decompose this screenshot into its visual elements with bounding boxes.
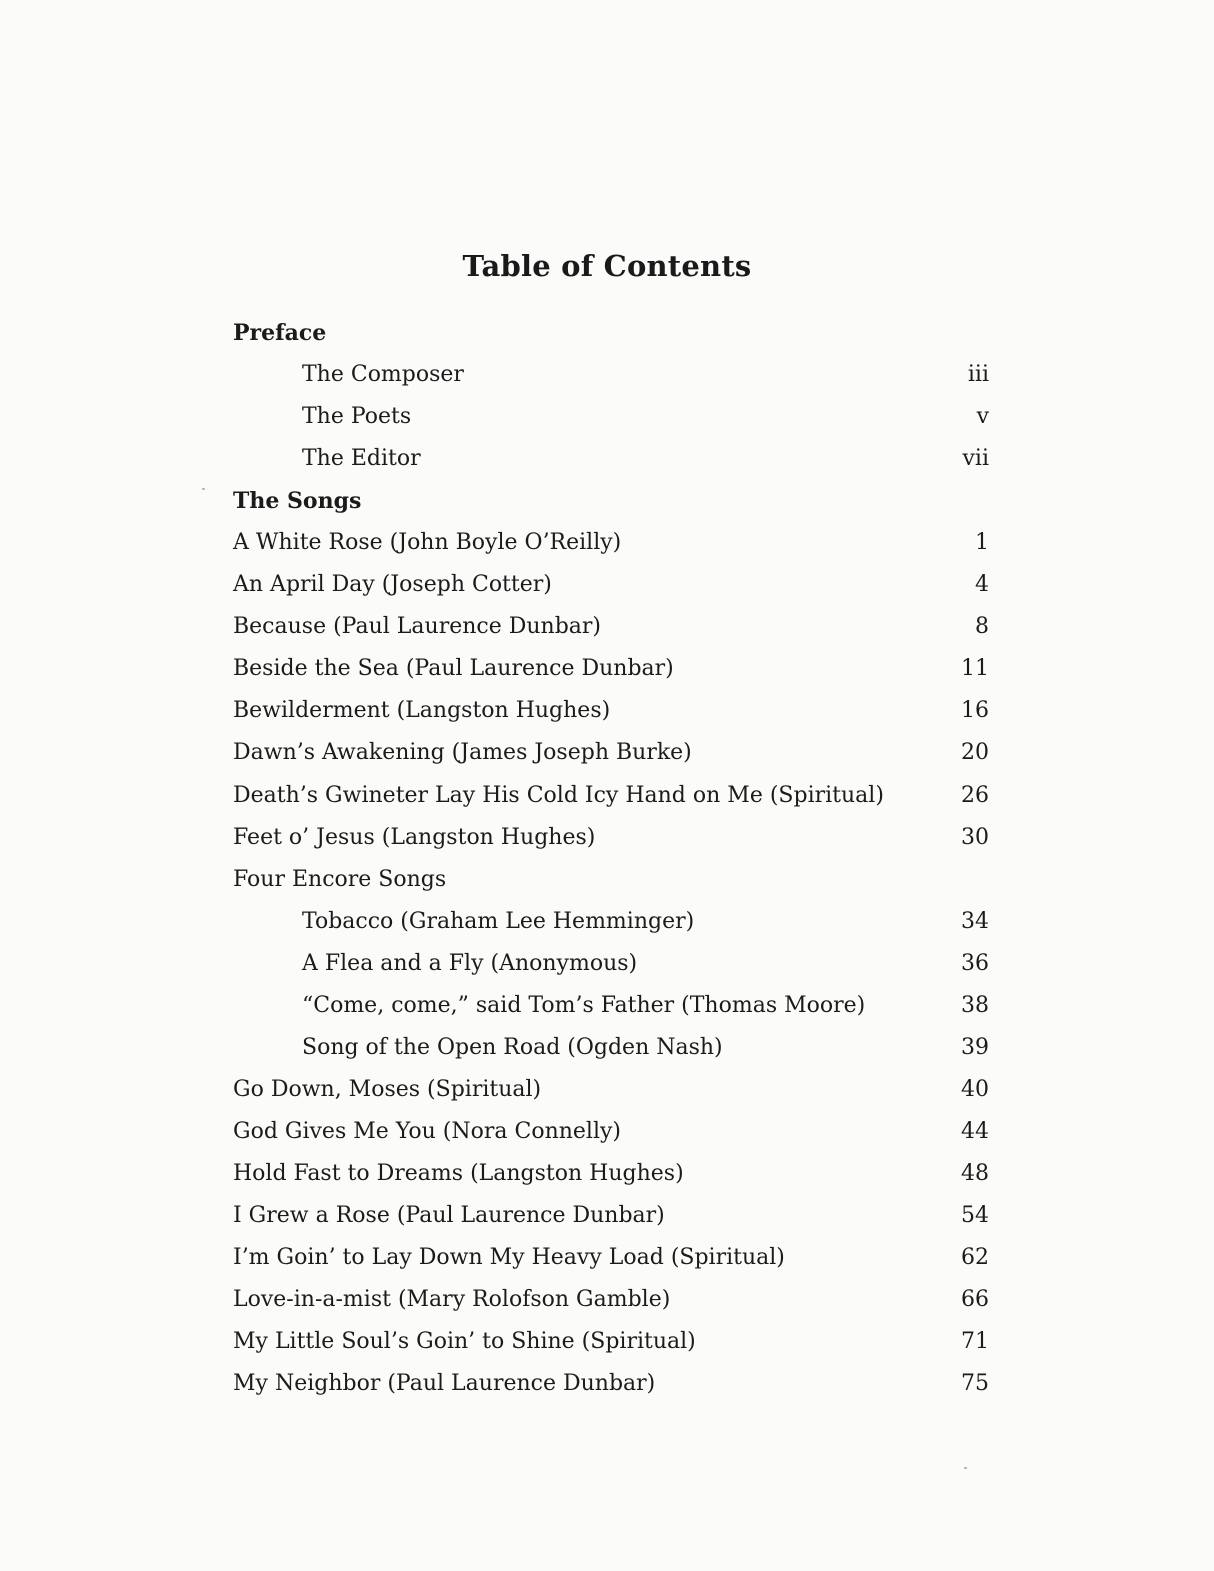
- toc-page-number: 40: [961, 1076, 989, 1102]
- toc-page-number: 1: [975, 530, 989, 556]
- toc-page-number: 4: [975, 572, 989, 598]
- toc-entry-title: Feet o’ Jesus (Langston Hughes): [233, 824, 596, 850]
- toc-entry-title: The Songs: [233, 488, 362, 515]
- toc-entry-title: Hold Fast to Dreams (Langston Hughes): [233, 1160, 684, 1186]
- toc-entry: [233, 690, 989, 732]
- toc-page-number: 66: [961, 1287, 989, 1313]
- toc-page-number: iii: [967, 362, 989, 388]
- toc-page-number: 62: [961, 1245, 989, 1271]
- toc-entry-title: A White Rose (John Boyle O’Reilly): [233, 530, 622, 556]
- toc-page-number: v: [976, 404, 989, 430]
- toc-entry: [233, 901, 989, 943]
- toc-entry: [233, 1237, 989, 1279]
- toc-entry: [233, 564, 989, 606]
- toc-entry: [233, 1363, 989, 1405]
- toc-page-number: 30: [961, 824, 989, 850]
- toc-page-number: 44: [961, 1118, 989, 1144]
- toc-entry-title: Death’s Gwineter Lay His Cold Icy Hand on Me (Spiritual): [233, 782, 884, 808]
- toc-entry: [233, 1321, 989, 1363]
- toc-page-number: 71: [961, 1329, 989, 1355]
- toc-entry-title: The Composer: [302, 362, 464, 388]
- toc-entry-title: My Little Soul’s Goin’ to Shine (Spiritual): [233, 1329, 696, 1355]
- toc-entry: [233, 648, 989, 690]
- toc-entry: [233, 354, 989, 396]
- toc-entry: [233, 943, 989, 985]
- toc-entry-title: Preface: [233, 320, 327, 346]
- toc-entry: [233, 1195, 989, 1237]
- table-of-contents: [233, 312, 989, 1405]
- toc-entry: [233, 438, 989, 480]
- toc-page-number: 36: [961, 950, 989, 976]
- toc-entry: [233, 1069, 989, 1111]
- toc-entry: [233, 1279, 989, 1321]
- toc-page-number: 38: [961, 992, 989, 1018]
- toc-entry-title: Four Encore Songs: [233, 866, 447, 892]
- toc-entry-title: Song of the Open Road (Ogden Nash): [302, 1034, 723, 1060]
- scan-speck: [202, 488, 205, 490]
- toc-page-number: 11: [961, 656, 989, 682]
- toc-entry-title: I’m Goin’ to Lay Down My Heavy Load (Spiritual): [233, 1245, 785, 1271]
- toc-entry-title: Go Down, Moses (Spiritual): [233, 1076, 542, 1102]
- toc-entry: [233, 775, 989, 817]
- toc-entry-title: God Gives Me You (Nora Connelly): [233, 1118, 622, 1144]
- toc-entry-title: Tobacco (Graham Lee Hemminger): [302, 908, 695, 934]
- toc-page-number: 54: [961, 1202, 989, 1228]
- toc-entry-title: Bewilderment (Langston Hughes): [233, 698, 611, 724]
- toc-page-number: 48: [961, 1160, 989, 1186]
- toc-entry: [233, 1111, 989, 1153]
- toc-page-number: 39: [961, 1034, 989, 1060]
- toc-entry: [233, 1027, 989, 1069]
- toc-page-number: 26: [961, 782, 989, 808]
- toc-entry: [233, 817, 989, 859]
- toc-section-heading: [233, 480, 989, 522]
- toc-entry: [233, 985, 989, 1027]
- toc-page-number: 34: [961, 908, 989, 934]
- toc-entry-title: “Come, come,” said Tom’s Father (Thomas Moore): [302, 992, 866, 1018]
- toc-page-number: vii: [962, 446, 989, 472]
- scan-speck: [964, 1467, 967, 1469]
- toc-entry: [233, 522, 989, 564]
- toc-page-number: 20: [961, 740, 989, 766]
- toc-entry-title: Love-in-a-mist (Mary Rolofson Gamble): [233, 1287, 671, 1313]
- toc-page-number: 16: [961, 698, 989, 724]
- page-title: Table of Contents: [462, 249, 752, 283]
- toc-page-number: 75: [961, 1371, 989, 1397]
- toc-entry: [233, 606, 989, 648]
- toc-entry-title: I Grew a Rose (Paul Laurence Dunbar): [233, 1202, 665, 1228]
- toc-entry: [233, 1153, 989, 1195]
- toc-entry-title: The Poets: [302, 404, 412, 430]
- toc-entry: [233, 396, 989, 438]
- toc-entry-title: My Neighbor (Paul Laurence Dunbar): [233, 1371, 656, 1397]
- toc-entry-title: Beside the Sea (Paul Laurence Dunbar): [233, 656, 674, 682]
- toc-page-number: 8: [975, 614, 989, 640]
- toc-entry-title: The Editor: [302, 446, 421, 472]
- toc-section-heading: [233, 312, 989, 354]
- toc-entry-title: A Flea and a Fly (Anonymous): [302, 950, 638, 976]
- toc-entry: [233, 859, 989, 901]
- toc-entry: [233, 732, 989, 774]
- toc-entry-title: Because (Paul Laurence Dunbar): [233, 614, 602, 640]
- toc-entry-title: Dawn’s Awakening (James Joseph Burke): [233, 740, 692, 766]
- toc-entry-title: An April Day (Joseph Cotter): [233, 572, 552, 598]
